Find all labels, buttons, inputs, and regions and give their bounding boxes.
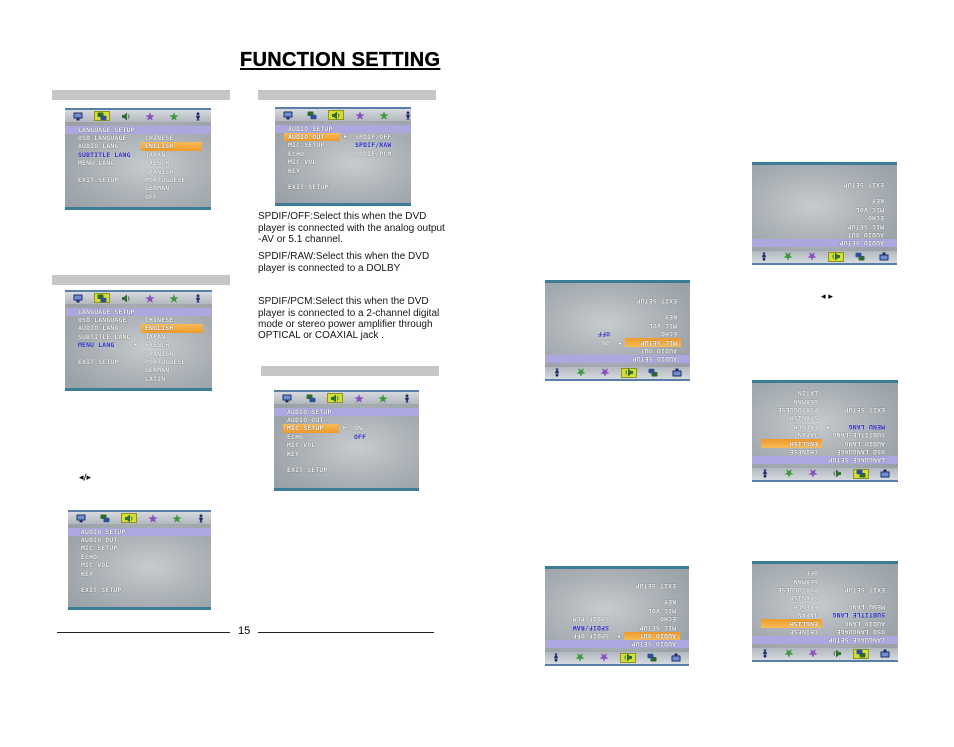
osd-menu-option: CHINESE [145,316,174,324]
green-star-icon [169,513,185,523]
osd-menu-option: SPDIF/OFF [355,133,392,141]
figure-icon [757,649,773,659]
osd-icon-bar [752,251,897,263]
osd-menu-title: AUDIO SETUP [68,528,211,537]
osd-menu-label: AUDIO LANG [78,142,119,151]
osd-menu-row [275,167,411,175]
osd-icon-bar [752,468,898,480]
figure-icon [190,293,206,303]
green-star-icon [375,393,391,403]
osd-menu-row [545,606,689,614]
osd-menu-label: MIC SETUP [639,623,676,632]
osd-menu-option: JAPAN [797,431,818,440]
osd-screenshot-audio-setup [68,510,211,610]
osd-menu-option: ENGLISH [761,439,822,447]
language-icon [304,110,320,120]
purple-star-icon [351,393,367,403]
osd-menu-row [545,347,690,355]
osd-selection-arrow: ▸ [616,633,620,640]
osd-menu-option: SPDIF/RAW [572,623,609,632]
osd-menu-row [752,231,897,239]
osd-menu-title: AUDIO SETUP [545,355,690,364]
figure-icon [400,110,411,120]
audio-icon [118,293,134,303]
osd-menu-row [275,150,411,158]
osd-menu-label: MIC SETUP [283,424,339,432]
figure-icon [193,513,209,523]
osd-menu-title: AUDIO SETUP [275,125,411,134]
osd-menu-option: SPDIF/RAW [355,141,392,150]
osd-menu-row [275,141,411,149]
osd-menu-row [65,333,212,341]
section-header-bar [52,90,230,100]
osd-menu-label: MIC SETUP [288,141,325,150]
osd-menu-row [275,158,411,166]
osd-menu-label: AUDIO LANG [78,324,119,333]
osd-menu-row [752,611,898,619]
text-line: player is connected to a DOLBY [258,262,401,274]
osd-menu-option: FRENCH [793,422,818,431]
osd-menu-label: MENU LANG [78,341,115,350]
page-title: FUNCTION SETTING [240,49,441,71]
monitor-icon [279,393,295,403]
language-icon [853,469,869,479]
osd-menu-row [752,406,898,414]
purple-star-icon [596,653,612,663]
osd-menu-row [752,189,897,197]
osd-menu-label: MIC VOL [647,606,676,615]
osd-menu-title: LANGUAGE SETUP [752,456,898,465]
osd-icon-bar [65,292,212,304]
osd-menu-label: MIC SETUP [847,222,884,231]
osd-selection-arrow: ▸ [825,423,829,431]
osd-menu-option: SPANISH [789,414,818,423]
paragraph-spdif-raw [258,251,429,274]
osd-menu-label: MIC SETUP [81,544,118,553]
osd-menu-label: ECHO [287,432,304,441]
osd-menu-option: ON [601,338,610,347]
osd-menu-row [752,448,898,456]
osd-menu-label: EXIT SETUP [844,586,885,594]
osd-menu-label: EXIT SETUP [636,296,677,305]
osd-menu-label: AUDIO OUT [640,347,677,355]
osd-menu-row [68,586,211,594]
language-icon [94,293,110,303]
audio-icon [620,653,636,663]
audio-icon [829,649,845,659]
green-star-icon [376,110,392,120]
osd-menu-label: AUDIO OUT [847,231,884,239]
osd-menu-label: ECHO [867,214,884,223]
osd-menu-row [752,619,898,627]
osd-menu-row [65,142,211,150]
green-star-icon [166,293,182,303]
text-line: mode or stereo power amplifier through [258,318,433,330]
osd-menu-label: SUBTITLE LANG [78,150,131,159]
osd-icon-bar [545,367,690,379]
osd-screenshot-language-menu-lang-inverted [752,380,898,482]
osd-menu-option: JAPAN [145,150,166,159]
osd-menu-row [545,598,689,606]
osd-menu-label: KEY [664,313,677,322]
osd-menu-option: GERMAN [145,366,170,375]
language-icon [852,252,868,262]
monitor-icon [280,110,296,120]
osd-menu-row [68,544,211,552]
text-line: SPDIF/OFF:Select this when the DVD [258,211,427,223]
osd-menu-label: KEY [871,197,884,206]
osd-menu-row [545,321,690,329]
osd-menu-label: AUDIO OUT [287,416,324,424]
osd-menu-row [545,615,689,623]
osd-menu-option: CHINESE [789,628,818,636]
osd-menu-row [65,324,212,332]
text-line: -AV or 5.1 channel. [258,233,343,245]
osd-menu-row [752,180,897,188]
text-line: SPDIF/RAW:Select this when the DVD [258,251,430,263]
section-header-bar [52,275,230,285]
osd-icon-bar [65,110,211,122]
osd-menu-option: LATIN [145,374,166,383]
osd-menu-label: KEY [81,569,94,578]
osd-menu-label: MIC VOL [855,205,884,214]
osd-menu-option: OFF [805,569,818,578]
purple-star-icon [597,368,613,378]
osd-menu-row [545,305,690,313]
osd-menu-row [752,569,898,577]
text-line: player is connected to a 2-channel digital [258,307,440,319]
osd-menu-option: PORTUGUESE [777,586,818,594]
purple-star-icon [805,649,821,659]
osd-menu-row [545,313,690,321]
osd-menu-row [65,358,212,366]
monitor-icon [877,649,893,659]
purple-star-icon [352,110,368,120]
osd-menu-option: OFF [597,330,610,339]
audio-icon [328,110,344,120]
osd-menu-row [65,168,211,176]
osd-selection-arrow: ▸ [343,424,347,432]
osd-menu-label: SUBTITLE LANG [832,431,885,440]
osd-menu-label: EXIT SETUP [78,358,119,366]
osd-menu-label: OSD LANGUAGE [78,316,127,324]
osd-screenshot-audio-out [275,107,411,206]
osd-menu-option: ENGLISH [141,324,203,332]
osd-menu-option: ENGLISH [141,142,202,150]
osd-menu-title: AUDIO SETUP [752,239,897,248]
osd-menu-row [752,205,897,213]
osd-menu-option: CHINESE [145,134,174,142]
osd-menu-option: OFF [354,432,367,441]
osd-menu-label: MENU LANG [78,159,115,168]
green-star-icon [781,469,797,479]
osd-icon-bar [752,648,898,660]
osd-icon-bar [68,512,211,524]
audio-icon [621,368,637,378]
section-header-bar [258,90,436,100]
osd-menu-option: CHINESE [789,448,818,456]
osd-menu-row [752,397,898,405]
purple-star-icon [145,513,161,523]
osd-menu-row [65,184,211,192]
osd-menu-label: MENU LANG [848,422,885,431]
osd-menu-label: EXIT SETUP [288,183,329,192]
monitor-icon [70,111,86,121]
figure-icon [548,653,564,663]
osd-menu-row [752,414,898,422]
text-line: SPDIF/PCM:Select this when the DVD [258,296,429,308]
osd-menu-option: JAPAN [797,611,818,620]
osd-menu-row [545,296,690,304]
osd-screenshot-mic-setup [274,390,419,491]
osd-menu-option: ENGLISH [761,619,822,627]
osd-menu-row [545,590,689,598]
section-header-bar [261,366,439,376]
osd-menu-option: ON [354,424,363,433]
osd-menu-option: SPANISH [145,349,174,358]
monitor-icon [73,513,89,523]
osd-menu-row [752,602,898,610]
osd-menu-row [68,561,211,569]
osd-menu-label: OSD LANGUAGE [836,448,885,456]
osd-menu-label: MENU LANG [848,602,885,611]
purple-star-icon [142,111,158,121]
osd-menu-option: GERMAN [793,577,818,586]
osd-menu-label: SUBTITLE LANG [832,611,885,620]
osd-menu-title: AUDIO SETUP [274,408,419,417]
language-icon [644,653,660,663]
osd-menu-option: SPANISH [145,167,174,176]
osd-menu-label: MIC SETUP [625,338,681,346]
osd-menu-row [274,450,419,458]
language-icon [97,513,113,523]
arrow-keys-hint: ◂/▸ [79,473,92,483]
figure-icon [757,469,773,479]
osd-menu-label: KEY [287,449,300,458]
osd-menu-row [545,632,689,640]
osd-menu-option: PORTUGUESE [145,176,186,184]
osd-icon-bar [275,109,411,121]
osd-menu-label: AUDIO LANG [844,439,885,448]
monitor-icon [876,252,892,262]
osd-menu-label: MIC VOL [288,158,317,167]
osd-screenshot-audio-setup-inverted [752,162,897,265]
osd-menu-row [274,433,419,441]
osd-menu-label: MIC VOL [648,321,677,330]
purple-star-icon [805,469,821,479]
osd-menu-label: ECHO [81,552,98,561]
osd-menu-option: LATIN [797,389,818,398]
purple-star-icon [804,252,820,262]
osd-menu-row [68,553,211,561]
osd-menu-row [65,176,211,184]
monitor-icon [70,293,86,303]
osd-menu-label: OSD LANGUAGE [78,134,127,142]
monitor-icon [668,653,684,663]
osd-menu-option: FRENCH [145,159,170,168]
language-icon [94,111,110,121]
osd-screenshot-audio-out-inverted [545,566,689,666]
osd-menu-row [752,586,898,594]
language-icon [645,368,661,378]
figure-icon [190,111,206,121]
footer-rule-left [57,632,230,633]
osd-menu-row [274,441,419,449]
osd-menu-option: GERMAN [793,397,818,406]
osd-icon-bar [274,392,419,404]
text-line: player is connected with the analog output [258,222,445,234]
footer-rule-right [258,632,434,633]
osd-menu-label: EXIT SETUP [843,180,884,189]
osd-menu-title: LANGUAGE SETUP [65,308,212,317]
osd-menu-row [752,439,898,447]
osd-menu-label: MIC VOL [81,561,110,570]
green-star-icon [166,111,182,121]
osd-menu-label: EXIT SETUP [81,586,122,595]
osd-screenshot-language-subtitle-inverted [752,561,898,662]
purple-star-icon [142,293,158,303]
green-star-icon [572,653,588,663]
osd-menu-option: GERMAN [145,184,170,193]
osd-menu-row [274,424,419,432]
osd-menu-row [274,466,419,474]
osd-menu-option: FRENCH [145,341,170,350]
osd-screenshot-language-subtitle [65,108,211,210]
audio-icon [829,469,845,479]
osd-menu-option: PORTUGUESE [777,406,818,414]
language-icon [303,393,319,403]
osd-menu-label: AUDIO OUT [81,536,118,544]
page-number: 15 [238,625,251,637]
osd-menu-row [545,338,690,346]
paragraph-spdif-pcm [258,296,439,341]
osd-menu-row [752,214,897,222]
osd-menu-label: ECHO [660,330,677,339]
osd-menu-row [65,375,212,383]
osd-menu-title: AUDIO SETUP [545,640,689,649]
osd-menu-option: SPDIF/PCM [355,149,392,158]
monitor-icon [877,469,893,479]
osd-menu-row [65,366,212,374]
green-star-icon [573,368,589,378]
osd-menu-label: EXIT SETUP [78,176,119,184]
figure-icon [756,252,772,262]
osd-menu-row [752,197,897,205]
monitor-icon [669,368,685,378]
osd-menu-row [752,389,898,397]
osd-menu-row [752,222,897,230]
osd-menu-label: AUDIO OUT [284,133,340,141]
osd-menu-label: ECHO [659,615,676,624]
osd-menu-row [65,193,211,201]
osd-screenshot-language-menu-lang [65,290,212,391]
osd-menu-label: OSD LANGUAGE [836,628,885,636]
audio-icon [828,252,844,262]
osd-menu-option: JAPAN [145,332,166,341]
green-star-icon [781,649,797,659]
osd-icon-bar [545,652,689,664]
osd-menu-row [752,577,898,585]
osd-menu-row [545,623,689,631]
osd-menu-label: AUDIO LANG [844,619,885,628]
paragraph-spdif-off [258,211,445,245]
figure-icon [549,368,565,378]
audio-icon [121,513,137,523]
audio-icon [118,111,134,121]
osd-menu-label: KEY [288,166,301,175]
osd-menu-row [68,570,211,578]
osd-screenshot-mic-setup-inverted [545,280,690,381]
green-star-icon [780,252,796,262]
osd-menu-option: SPDIF/PCM [572,615,609,624]
osd-menu-title: LANGUAGE SETUP [752,636,898,645]
osd-menu-label: KEY [663,598,676,607]
language-icon [853,649,869,659]
osd-menu-row [545,581,689,589]
osd-selection-arrow: ▸ [617,339,621,347]
osd-menu-row [752,422,898,430]
osd-menu-label: EXIT SETUP [287,466,328,475]
osd-menu-label: SUBTITLE LANG [78,332,131,341]
osd-menu-row [545,330,690,338]
osd-menu-option: SPANISH [789,594,818,603]
osd-menu-option: SPDIF/OFF [572,632,609,640]
osd-menu-row [752,594,898,602]
osd-menu-row [752,431,898,439]
osd-menu-title: LANGUAGE SETUP [65,126,211,135]
osd-menu-option: OFF [145,192,158,201]
osd-selection-arrow: ▸ [344,133,348,140]
osd-menu-label: EXIT SETUP [844,406,885,414]
osd-menu-label: ECHO [288,149,305,158]
osd-menu-option: FRENCH [793,602,818,611]
osd-menu-row [65,159,211,167]
audio-icon [327,393,343,403]
figure-icon [399,393,415,403]
osd-menu-option: PORTUGUESE [145,358,186,366]
osd-menu-row [65,341,212,349]
osd-menu-label: AUDIO OUT [624,632,680,640]
osd-menu-label: MIC VOL [287,441,316,450]
osd-menu-row [275,183,411,191]
osd-menu-row [65,151,211,159]
text-line: OPTICAL or COAXIAL jack . [258,330,384,342]
osd-menu-row [65,350,212,358]
osd-selection-arrow: ▸ [134,341,138,349]
arrow-keys-hint: ◂ ▸ [821,292,833,302]
osd-menu-row [752,628,898,636]
osd-menu-label: EXIT SETUP [635,581,676,590]
